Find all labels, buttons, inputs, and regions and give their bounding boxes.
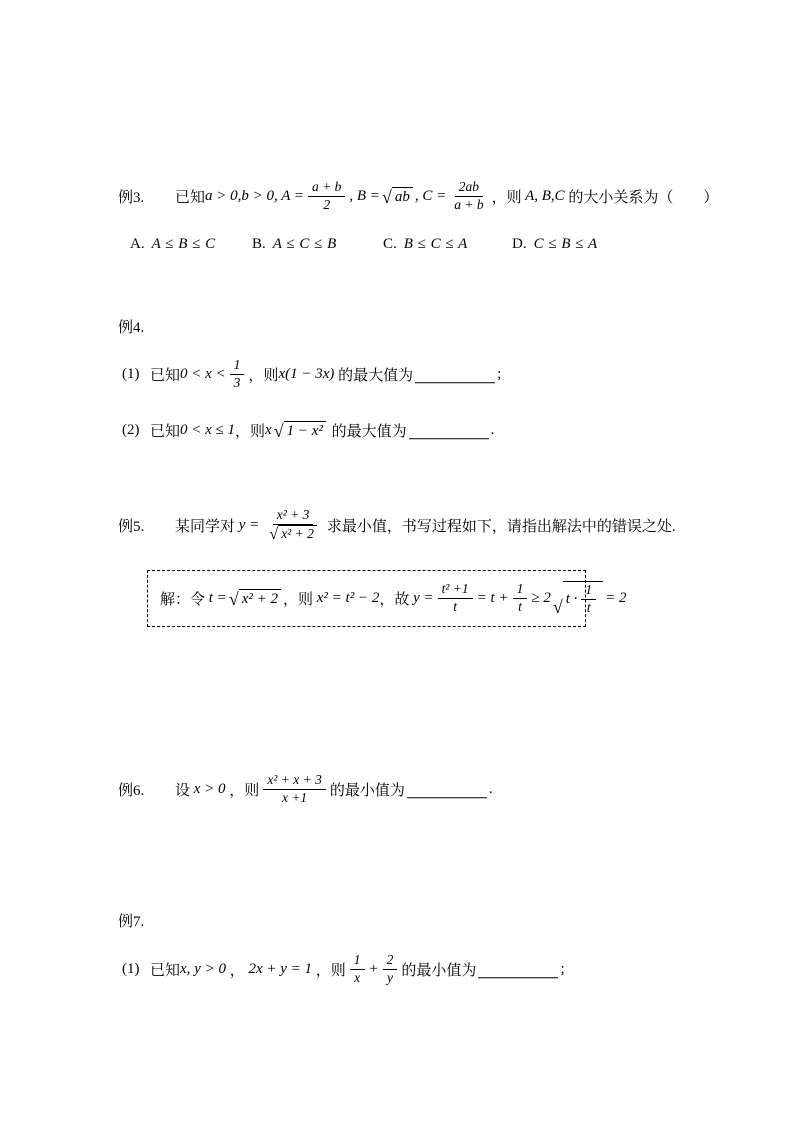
ex7-part1-label: (1) xyxy=(122,960,140,977)
text-run: . xyxy=(490,421,495,438)
radical xyxy=(269,525,317,542)
radicand xyxy=(239,589,281,608)
radical xyxy=(229,589,281,608)
fraction-numerator xyxy=(350,952,365,970)
text-run: ，故 xyxy=(379,592,410,608)
fraction xyxy=(263,507,323,542)
option-b xyxy=(252,236,337,253)
problem-ex6-number: 例6. xyxy=(118,782,145,799)
option-b-text: A ≤ C ≤ B xyxy=(272,236,337,252)
text-run: ，则 xyxy=(248,367,279,384)
fraction-numerator xyxy=(230,357,245,375)
problem-ex7-number: 例7. xyxy=(118,914,145,930)
fraction-numerator xyxy=(383,952,398,970)
part2-statement xyxy=(150,420,494,441)
text-run: ，则 xyxy=(229,782,260,799)
answer-blank xyxy=(415,382,495,383)
fraction xyxy=(263,772,326,807)
fraction-numerator xyxy=(263,772,326,790)
fraction-denominator xyxy=(450,197,487,214)
text-run: ，则 xyxy=(282,592,313,608)
fraction-denominator xyxy=(319,197,334,214)
solution-box xyxy=(147,570,627,627)
fraction xyxy=(513,581,528,616)
math-run: a + b xyxy=(312,178,342,194)
math-run: t² +1 xyxy=(441,581,469,597)
text-run: ，则 xyxy=(315,962,346,979)
math-run: t xyxy=(453,599,458,614)
text-run: 的最小值为 xyxy=(329,782,405,799)
text-run: 已知 xyxy=(175,189,206,206)
math-run: x² + 2 xyxy=(281,526,314,542)
problem-ex6 xyxy=(118,762,493,816)
problem-ex3-number: 例3. xyxy=(118,189,145,206)
math-run: x +1 xyxy=(281,789,308,805)
problem-ex3-statement xyxy=(175,179,718,214)
math-run: x xyxy=(265,421,272,438)
option-d xyxy=(512,236,598,253)
math-run: ab xyxy=(394,188,410,205)
radical-sign-icon: √ xyxy=(269,525,279,544)
fraction-numerator xyxy=(455,179,483,197)
fraction xyxy=(438,581,473,616)
math-run: x(1 − 3x) xyxy=(278,365,339,382)
fraction xyxy=(230,357,245,392)
text-run: ，则 xyxy=(235,423,266,440)
radicand xyxy=(284,421,326,440)
fraction-denominator xyxy=(278,790,311,807)
math-run: 3 xyxy=(233,374,241,390)
problem-ex7-part1 xyxy=(122,944,565,994)
radicand xyxy=(392,187,413,206)
math-run: = 2 xyxy=(605,590,627,606)
problem-ex4-number: 例4. xyxy=(118,320,145,336)
radical xyxy=(274,421,326,440)
radical-sign-icon: √ xyxy=(381,186,392,207)
fraction-numerator xyxy=(513,581,528,599)
problem-ex6-statement xyxy=(175,772,493,807)
text-run: 的大小关系为（ ） xyxy=(568,189,719,206)
radicand xyxy=(278,525,317,542)
choice-options-row xyxy=(0,236,794,264)
problem-ex3 xyxy=(118,168,718,224)
problem-ex5-statement xyxy=(175,507,676,542)
problem-ex4-part1 xyxy=(122,350,501,398)
math-run: 0 < x < xyxy=(180,365,226,382)
text-run: 已知 xyxy=(150,423,181,440)
math-run: , C = xyxy=(414,187,447,204)
math-run: t = xyxy=(205,590,227,606)
text-run: ，则 xyxy=(491,189,522,206)
math-run: t xyxy=(518,599,522,614)
text-run: 的最大值为 xyxy=(327,423,407,440)
ex7-part1-statement xyxy=(150,952,565,987)
text-run: 某同学对 xyxy=(175,518,236,535)
text-run: 解：令 xyxy=(160,592,206,608)
math-run: y = xyxy=(409,590,434,606)
math-run: 2 xyxy=(323,196,331,212)
fraction xyxy=(450,179,487,214)
math-run: + xyxy=(368,960,379,977)
radical-sign-icon: √ xyxy=(228,589,239,609)
math-run: A, B,C xyxy=(521,187,569,204)
math-run: x² + 3 xyxy=(276,507,310,523)
math-run: a + b xyxy=(454,196,484,212)
radical-sign-icon: √ xyxy=(273,420,284,441)
math-run: x, y > 0 xyxy=(180,960,230,977)
problem-ex5-number: 例5. xyxy=(118,518,145,535)
radical xyxy=(382,187,413,206)
fraction-denominator xyxy=(449,599,461,616)
math-run: x² + x + 3 xyxy=(267,771,322,787)
text-run: 的最小值为 xyxy=(401,962,477,979)
fraction-denominator xyxy=(583,600,595,617)
solution-content xyxy=(160,581,627,617)
option-a xyxy=(130,236,216,253)
fraction xyxy=(350,952,365,987)
text-run: 的最大值为 xyxy=(338,367,414,384)
option-c-key: C. xyxy=(383,236,397,252)
math-run: t xyxy=(586,599,591,615)
radicand xyxy=(563,581,603,617)
math-run: 2 xyxy=(386,951,394,967)
text-run: 已知 xyxy=(150,962,181,979)
text-run: 已知 xyxy=(150,367,181,384)
fraction xyxy=(581,582,596,617)
math-run: x² = t² − 2 xyxy=(313,590,380,606)
fraction-denominator xyxy=(383,970,397,987)
answer-blank xyxy=(407,797,487,798)
option-d-text: C ≤ B ≤ A xyxy=(533,236,598,252)
text-run: 求最小值，书写过程如下，请指出解法中的错误之处. xyxy=(326,518,676,535)
problem-ex5 xyxy=(118,496,676,554)
math-run: 0 < x ≤ 1 xyxy=(180,421,236,438)
part1-statement xyxy=(150,357,501,392)
radical-sign-icon: √ xyxy=(552,597,563,618)
fraction xyxy=(308,179,345,214)
fraction-numerator xyxy=(438,581,473,599)
fraction-numerator xyxy=(273,507,314,525)
fraction-denominator xyxy=(350,970,364,987)
math-run: y xyxy=(387,969,394,985)
math-run: 1 xyxy=(353,951,361,967)
math-run: , B = xyxy=(349,187,380,204)
text-run: . xyxy=(488,780,493,797)
part1-label: (1) xyxy=(122,365,140,382)
math-run: 2ab xyxy=(458,178,480,194)
text-run: 设 xyxy=(175,782,191,799)
fraction-numerator xyxy=(581,582,596,600)
option-c-text: B ≤ C ≤ A xyxy=(403,236,468,252)
text-run: ; xyxy=(497,365,502,382)
math-run: x > 0 xyxy=(190,780,230,797)
math-run: x xyxy=(354,969,361,985)
math-run: 1 xyxy=(233,356,241,372)
fraction xyxy=(383,952,398,987)
answer-blank xyxy=(478,977,558,978)
math-run: a > 0,b > 0, A = xyxy=(205,187,305,204)
math-run: 2x + y = 1 xyxy=(244,960,316,977)
math-run: ≥ 2 xyxy=(531,590,551,606)
math-run: t · xyxy=(565,591,578,607)
option-c xyxy=(383,236,468,253)
problem-ex4-part2 xyxy=(122,412,494,448)
math-run: y = xyxy=(235,516,260,533)
option-b-key: B. xyxy=(252,236,266,252)
fraction-denominator xyxy=(263,525,323,542)
math-run: 1 − x² xyxy=(286,422,323,439)
radical xyxy=(553,581,603,617)
option-a-key: A. xyxy=(130,236,145,252)
fraction-denominator xyxy=(514,599,526,616)
fraction-numerator xyxy=(308,179,345,197)
option-a-text: A ≤ B ≤ C xyxy=(151,236,216,252)
math-run: 1 xyxy=(585,581,593,597)
math-run: = t + xyxy=(476,590,509,606)
math-run: 1 xyxy=(516,581,524,597)
part2-label: (2) xyxy=(122,421,140,438)
text-run: ， xyxy=(229,962,245,979)
answer-blank xyxy=(409,438,489,439)
text-run: ; xyxy=(560,960,565,977)
option-d-key: D. xyxy=(512,236,527,252)
fraction-denominator xyxy=(230,375,245,392)
math-run: x² + 2 xyxy=(241,591,278,607)
